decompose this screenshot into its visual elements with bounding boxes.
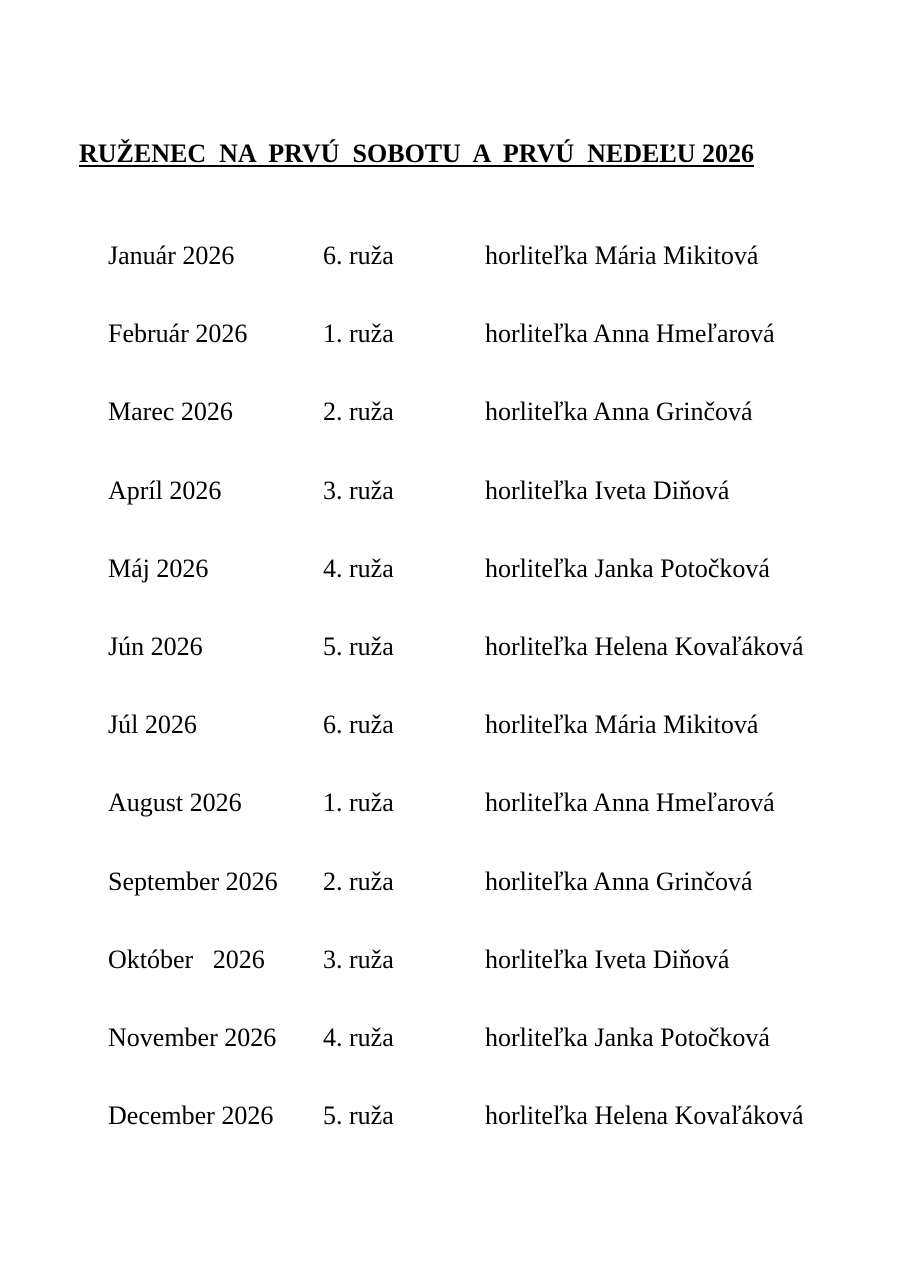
- rose-cell: 1. ruža: [323, 319, 394, 349]
- leader-cell: horliteľka Janka Potočková: [485, 553, 770, 583]
- month-cell: August 2026: [108, 788, 242, 818]
- schedule-row-august: [108, 787, 888, 865]
- document-title: RUŽENEC NA PRVÚ SOBOTU A PRVÚ NEDEĽU 2026: [79, 139, 754, 168]
- leader-cell: horliteľka Anna Grinčová: [485, 866, 753, 896]
- month-cell: Máj 2026: [108, 553, 209, 583]
- schedule-row-july: [108, 709, 888, 787]
- leader-cell: horliteľka Mária Mikitová: [485, 710, 759, 740]
- month-cell: Marec 2026: [108, 397, 233, 427]
- rose-cell: 2. ruža: [323, 397, 394, 427]
- month-cell: Február 2026: [108, 319, 248, 349]
- rose-cell: 5. ruža: [323, 1101, 394, 1131]
- schedule-row-may: [108, 553, 888, 631]
- month-cell: Júl 2026: [108, 710, 197, 740]
- leader-cell: horliteľka Helena Kovaľáková: [485, 631, 804, 661]
- rose-cell: 2. ruža: [323, 866, 394, 896]
- schedule-row-february: [108, 318, 888, 396]
- leader-cell: horliteľka Anna Hmeľarová: [485, 788, 775, 818]
- rose-cell: 3. ruža: [323, 944, 394, 974]
- rose-cell: 1. ruža: [323, 788, 394, 818]
- leader-cell: horliteľka Anna Grinčová: [485, 397, 753, 427]
- leader-cell: horliteľka Anna Hmeľarová: [485, 319, 775, 349]
- rose-cell: 6. ruža: [323, 241, 394, 270]
- leader-cell: horliteľka Iveta Diňová: [485, 944, 730, 974]
- schedule-row-november: [108, 1022, 888, 1100]
- month-cell: Január 2026: [108, 241, 235, 270]
- schedule-row-october: [108, 944, 888, 1022]
- schedule-row-june: [108, 631, 888, 709]
- month-cell: September 2026: [108, 866, 278, 896]
- month-cell: Október 2026: [108, 944, 265, 974]
- month-cell: Jún 2026: [108, 631, 203, 661]
- rose-cell: 3. ruža: [323, 475, 394, 505]
- schedule-row-september: [108, 866, 888, 944]
- rose-cell: 6. ruža: [323, 710, 394, 740]
- leader-cell: horliteľka Mária Mikitová: [485, 241, 759, 270]
- leader-cell: horliteľka Helena Kovaľáková: [485, 1101, 804, 1131]
- schedule-row-march: [108, 396, 888, 474]
- schedule-row-january: [108, 240, 888, 318]
- leader-cell: horliteľka Janka Potočková: [485, 1022, 770, 1052]
- schedule-row-december: [108, 1100, 888, 1178]
- leader-cell: horliteľka Iveta Diňová: [485, 475, 730, 505]
- month-cell: December 2026: [108, 1101, 274, 1131]
- schedule-list: [108, 240, 888, 1178]
- rose-cell: 5. ruža: [323, 631, 394, 661]
- rose-cell: 4. ruža: [323, 1022, 394, 1052]
- schedule-row-april: [108, 475, 888, 553]
- month-cell: November 2026: [108, 1022, 277, 1052]
- rose-cell: 4. ruža: [323, 553, 394, 583]
- month-cell: Apríl 2026: [108, 475, 222, 505]
